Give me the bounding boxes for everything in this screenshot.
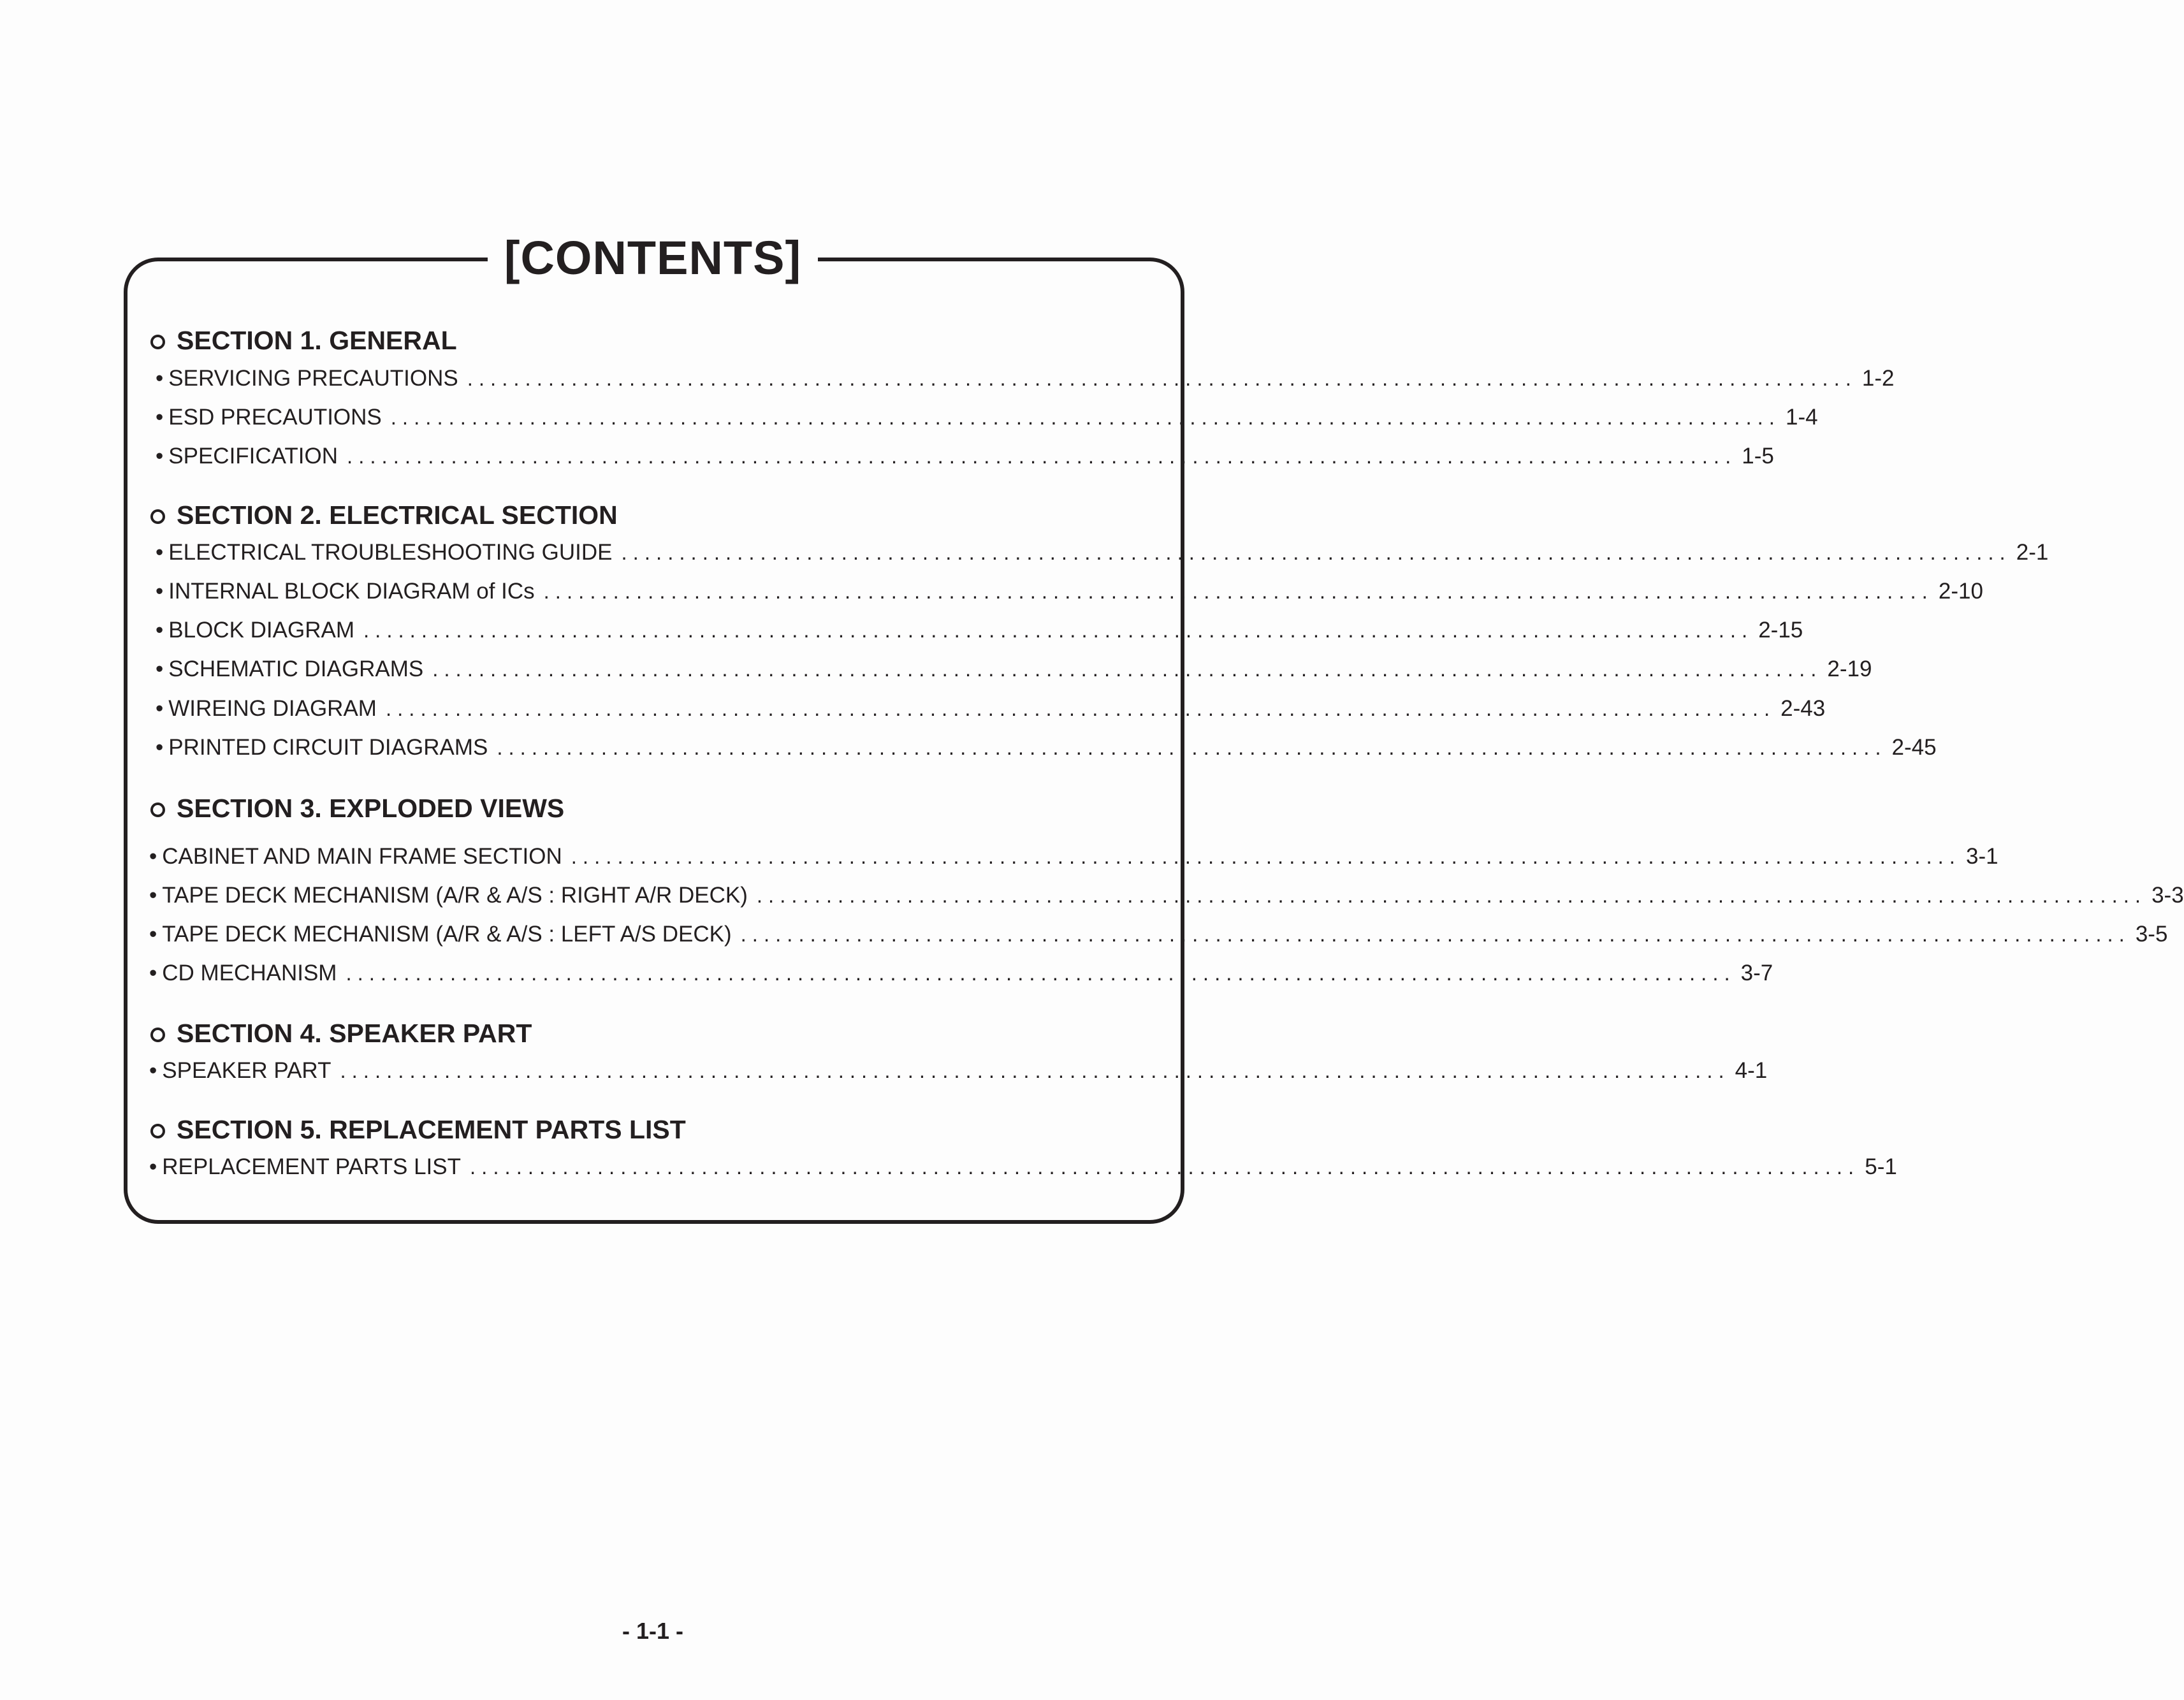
toc-entry-label: CD MECHANISM [162,961,337,985]
dot-leader: ........................................................................................................................ [497,736,1887,759]
dot-leader: ........................................................................................................................ [346,961,1736,985]
toc-entry-page: 3-3 [2151,883,2184,908]
toc-entry-page: 2-19 [1827,657,1872,681]
toc-entry-label: WIREING DIAGRAM [168,696,377,721]
toc-entry-label: INTERNAL BLOCK DIAGRAM of ICs [168,579,535,604]
toc-entry [156,654,1872,685]
bullet-icon: • [149,1154,157,1179]
open-circle-icon [150,1124,165,1138]
bullet-icon: • [156,405,164,430]
toc-entry-label: REPLACEMENT PARTS LIST [162,1154,462,1179]
toc-entry [156,694,1826,724]
open-circle-icon [150,335,165,349]
dot-leader: ........................................................................................................................ [571,845,1961,868]
section-4-heading [149,1015,532,1051]
toc-entry [156,402,1818,433]
toc-entry-page: 3-5 [2135,922,2168,947]
toc-entry-label: TAPE DECK MECHANISM (A/R & A/S : RIGHT A/R DECK) [162,883,748,908]
bullet-icon: • [149,844,157,869]
toc-entry-label: TAPE DECK MECHANISM (A/R & A/S : LEFT A/S DECK) [162,922,732,947]
dot-leader: ........................................................................................................................ [340,1059,1730,1082]
dot-leader: ........................................................................................................................ [347,444,1737,468]
toc-entry-page: 3-1 [1965,844,1998,869]
toc-entry-page: 1-2 [1861,366,1895,391]
toc-entry-page: 2-10 [1938,579,1983,604]
section-3-heading [149,790,564,826]
toc-entry-page: 3-7 [1740,961,1773,985]
contents-title: [CONTENTS] [488,223,818,293]
toc-entry [156,732,1937,763]
toc-entry [149,1056,1768,1086]
dot-leader: ........................................................................................................................ [621,541,2011,564]
section-5-heading [149,1112,686,1147]
toc-entry [156,576,1983,607]
toc-entry-label: PRINTED CIRCUIT DIAGRAMS [168,735,488,760]
toc-entry-page: 2-45 [1891,735,1937,760]
dot-leader: ........................................................................................................................ [543,579,1933,603]
bullet-icon: • [149,922,157,947]
dot-leader: ........................................................................................................................ [467,367,1857,390]
section-1-heading [149,323,457,358]
toc-entry [156,537,2049,568]
toc-entry [156,363,1895,394]
toc-entry [156,441,1774,472]
dot-leader: ........................................................................................................................ [470,1155,1860,1179]
toc-entry-label: SCHEMATIC DIAGRAMS [168,657,424,681]
toc-entry-label: BLOCK DIAGRAM [168,618,354,643]
toc-entry-label: SPEAKER PART [162,1058,331,1083]
toc-entry-page: 2-15 [1758,618,1803,643]
section-2-heading [149,497,618,533]
toc-entry-label: SPECIFICATION [168,444,339,469]
section-2-heading-text: SECTION 2. ELECTRICAL SECTION [177,500,618,530]
bullet-icon: • [156,735,164,760]
bullet-icon: • [156,579,164,604]
open-circle-icon [150,509,165,524]
toc-entry-page: 1-4 [1785,405,1818,430]
bullet-icon: • [156,618,164,643]
section-1-heading-text: SECTION 1. GENERAL [177,326,457,355]
section-5-heading-text: SECTION 5. REPLACEMENT PARTS LIST [177,1115,686,1144]
section-4-heading-text: SECTION 4. SPEAKER PART [177,1019,532,1048]
toc-entry-page: 1-5 [1742,444,1774,469]
dot-leader: ........................................................................................................................ [390,405,1780,429]
open-circle-icon [150,803,165,817]
toc-entry-page: 4-1 [1735,1058,1768,1083]
bullet-icon: • [156,444,164,469]
toc-entry [149,1152,1897,1182]
section-3-heading-text: SECTION 3. EXPLODED VIEWS [177,794,565,823]
bullet-icon: • [149,883,157,908]
page-number: - 1-1 - [622,1618,683,1644]
toc-entry-page: 2-1 [2016,540,2049,565]
bullet-icon: • [149,1058,157,1083]
toc-entry-label: ELECTRICAL TROUBLESHOOTING GUIDE [168,540,613,565]
bullet-icon: • [156,657,164,681]
toc-entry [149,958,1773,989]
toc-entry [156,615,1803,646]
toc-entry-page: 2-43 [1780,696,1826,721]
toc-entry-page: 5-1 [1865,1154,1897,1179]
toc-entry [149,841,1998,872]
toc-entry [149,919,2168,950]
open-circle-icon [150,1028,165,1042]
bullet-icon: • [156,540,164,565]
bullet-icon: • [156,696,164,721]
dot-leader: ........................................................................................................................ [385,697,1776,720]
toc-entry [149,880,2184,911]
dot-leader: ........................................................................................................................ [363,618,1754,642]
bullet-icon: • [156,366,164,391]
bullet-icon: • [149,961,157,985]
toc-entry-label: SERVICING PRECAUTIONS [168,366,458,391]
dot-leader: ........................................................................................................................ [432,657,1823,681]
toc-entry-label: ESD PRECAUTIONS [168,405,382,430]
dot-leader: ........................................................................................................................ [740,922,2130,946]
toc-entry-label: CABINET AND MAIN FRAME SECTION [162,844,562,869]
dot-leader: ........................................................................................................................ [756,883,2147,907]
